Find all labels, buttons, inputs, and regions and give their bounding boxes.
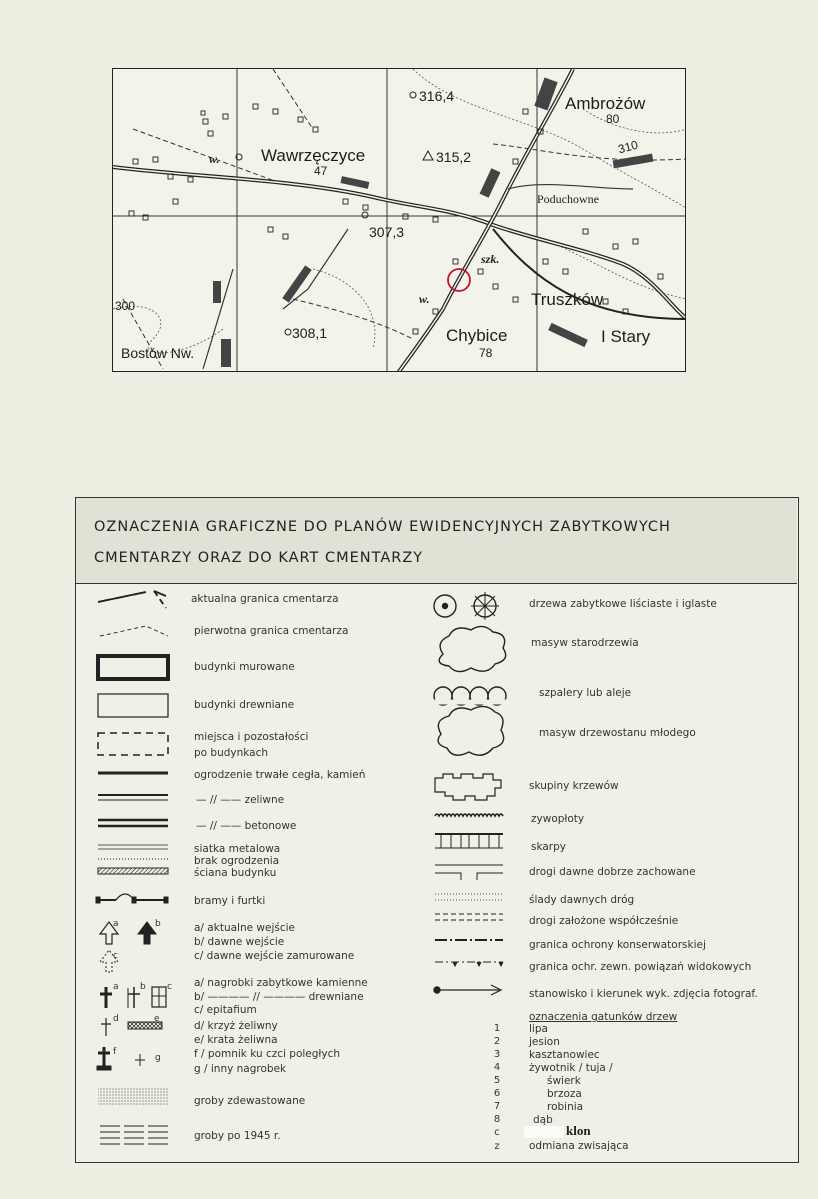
legend-masyw-starodrzewia: masyw starodrzewia — [531, 637, 639, 649]
place-chybice: Chybice — [446, 326, 508, 345]
topographic-map — [112, 68, 686, 372]
legend-stanowisko-zdjecia: stanowisko i kierunek wyk. zdjęcia fotograf. — [529, 988, 758, 1000]
species-number: z — [494, 1141, 500, 1152]
legend-groby-po-1945: groby po 1945 r. — [194, 1130, 281, 1142]
legend-title-line-1: OZNACZENIA GRAFICZNE DO PLANÓW EWIDENCYJNYCH ZABYTKOWYCH — [94, 519, 671, 535]
population-chybice: 78 — [479, 346, 493, 360]
species-name: dąb — [533, 1114, 553, 1126]
species-number: 3 — [493, 1049, 501, 1060]
place-ambrozow: Ambrożów — [565, 94, 646, 113]
population-ambrozow: 80 — [606, 112, 620, 126]
species-name: lipa — [529, 1023, 548, 1035]
legend-aktualna-granica: aktualna granica cmentarza — [191, 593, 339, 605]
legend-title-line-2: CMENTARZY ORAZ DO KART CMENTARZY — [94, 550, 424, 566]
species-name: jesion — [529, 1036, 560, 1048]
height-label-310: 310 — [616, 137, 640, 157]
legend-inny-g: g / inny nagrobek — [194, 1063, 287, 1075]
place-i-stary: I Stary — [601, 327, 651, 346]
species-name: żywotnik / tuja / — [529, 1062, 613, 1074]
legend-szpalery: szpalery lub aleje — [539, 687, 632, 699]
height-308-1: 308,1 — [292, 325, 328, 341]
legend-budynki-murowane: budynki murowane — [194, 661, 295, 673]
right-legend-symbols — [421, 584, 521, 1004]
legend-krata-e: e/ krata żeliwna — [194, 1034, 278, 1046]
height-300: 300 — [115, 299, 136, 313]
legend-nagrobki-a: a/ nagrobki zabytkowe kamienne — [194, 977, 368, 989]
legend-granica-ochr-zewn: granica ochr. zewn. powiązań widokowych — [529, 961, 752, 973]
legend-drzewa-zabytkowe: drzewa zabytkowe liściaste i iglaste — [529, 598, 717, 610]
legend-brak-ogrodzenia: brak ogrodzenia — [194, 855, 280, 867]
abbr-szk: szk. — [481, 252, 500, 266]
species-name: robinia — [547, 1101, 584, 1113]
species-number: 2 — [493, 1036, 501, 1047]
species-number: 6 — [493, 1088, 501, 1099]
species-number: c — [494, 1127, 500, 1138]
legend-miejsca-line2: po budynkach — [194, 747, 269, 759]
species-number: 5 — [493, 1075, 501, 1086]
species-name: świerk — [547, 1075, 581, 1087]
abbr-w-wawrzeczyce: w. — [209, 152, 220, 166]
species-number: 8 — [493, 1114, 501, 1125]
abbr-w-chybice: w. — [419, 292, 430, 306]
species-name: brzoza — [547, 1088, 582, 1100]
height-316-4: 316,4 — [419, 88, 455, 104]
legend-panel — [75, 497, 799, 1163]
legend-pomnik-f: f / pomnik ku czci poległych — [194, 1048, 341, 1060]
superscript-g: g — [155, 1053, 161, 1063]
survey-points — [236, 92, 433, 335]
species-number: 1 — [493, 1023, 501, 1034]
legend-drogi-dawne: drogi dawne dobrze zachowane — [529, 866, 696, 878]
place-bostow: Bostów Nw. — [121, 345, 195, 361]
superscript-e: e — [154, 1014, 160, 1024]
superscript-f: f — [113, 1047, 117, 1057]
species-klon-text: klon — [566, 1123, 591, 1138]
superscript-a-entry: a — [113, 919, 119, 929]
legend-skupiny-krzewow: skupiny krzewów — [529, 780, 619, 792]
legend-header — [76, 498, 797, 584]
legend-masyw-mlody: masyw drzewostanu młodego — [539, 727, 696, 739]
legend-granica-ochrony: granica ochrony konserwatorskiej — [529, 939, 706, 951]
legend-betonowe: — // —— betonowe — [196, 820, 297, 832]
place-wawrzeczyce: Wawrzęczyce — [261, 146, 366, 165]
species-name: odmiana zwisająca — [529, 1140, 629, 1152]
place-truszkow: Truszków — [531, 290, 604, 309]
superscript-a-grave: a — [113, 982, 119, 992]
legend-nagrobki-b: b/ ———— // ———— drewniane — [194, 991, 364, 1003]
legend-sciana-budynku: ściana budynku — [194, 867, 277, 879]
legend-nagrobki-c: c/ epitafium — [194, 1004, 257, 1016]
legend-ogrodzenie: ogrodzenie trwałe cegła, kamień — [194, 769, 366, 781]
legend-bramy-furtki: bramy i furtki — [194, 895, 266, 907]
species-name: kasztanowiec — [529, 1049, 600, 1061]
place-poduchowne: Poduchowne — [537, 192, 599, 206]
height-315-2: 315,2 — [436, 149, 472, 165]
legend-krzyz-d: d/ krzyż żeliwny — [194, 1020, 278, 1032]
superscript-c-grave: c — [167, 982, 172, 992]
superscript-d: d — [113, 1014, 119, 1024]
legend-slady-drog: ślady dawnych dróg — [529, 894, 635, 906]
legend-groby-zdewastowane: groby zdewastowane — [194, 1095, 306, 1107]
whiteout-patch — [524, 1126, 564, 1138]
secondary-roads — [203, 185, 633, 369]
species-number: 4 — [493, 1062, 501, 1073]
population-wawrzeczyce: 47 — [314, 164, 328, 178]
species-name-klon — [524, 1124, 591, 1139]
legend-siatka: siatka metalowa — [194, 843, 281, 855]
legend-skarpy: skarpy — [531, 841, 566, 853]
legend-gatunki-header: oznaczenia gatunków drzew — [529, 1011, 678, 1023]
legend-zeliwne: — // —— zeliwne — [196, 794, 285, 806]
legend-miejsca-line1: miejsca i pozostałości — [194, 731, 309, 743]
superscript-b-entry: b — [155, 919, 161, 929]
legend-wejscie-a: a/ aktualne wejście — [194, 922, 295, 934]
superscript-b-grave: b — [140, 982, 146, 992]
species-number: 7 — [493, 1101, 501, 1112]
legend-zywoploty: zywopłoty — [531, 813, 585, 825]
legend-pierwotna-granica: pierwotna granica cmentarza — [194, 625, 349, 637]
superscript-c-entry: c — [113, 951, 118, 961]
legend-drogi-zalozone: drogi założone współcześnie — [529, 915, 679, 927]
legend-wejscie-c: c/ dawne wejście zamurowane — [194, 950, 355, 962]
height-307-3: 307,3 — [369, 224, 405, 240]
legend-budynki-drewniane: budynki drewniane — [194, 699, 295, 711]
legend-wejscie-b: b/ dawne wejście — [194, 936, 285, 948]
